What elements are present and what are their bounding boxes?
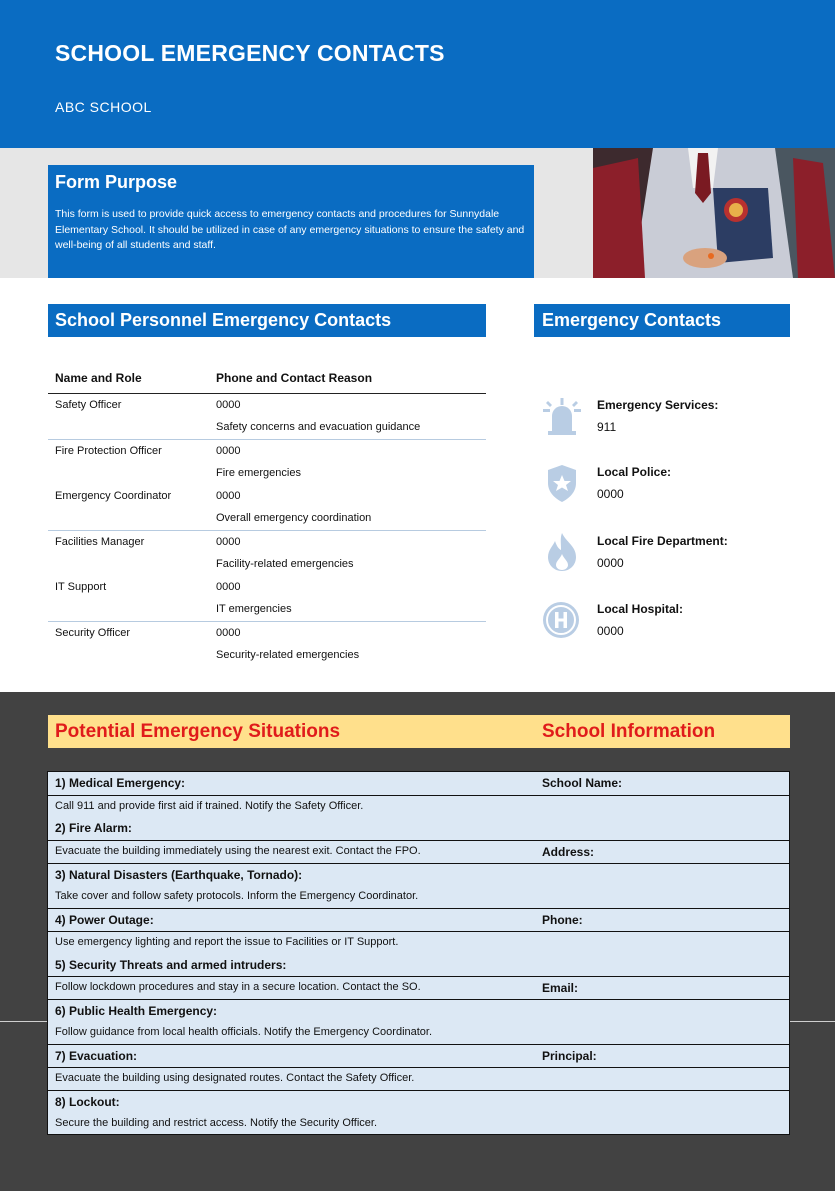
table-row — [48, 576, 486, 622]
school-info-field: Address: — [542, 845, 595, 860]
form-purpose-title: Form Purpose — [55, 172, 178, 192]
school-name: ABC SCHOOL — [55, 99, 152, 115]
personnel-table — [48, 365, 486, 667]
col-header-phone: Phone and Contact Reason — [216, 371, 373, 385]
contact-phone: 0000 — [216, 581, 241, 593]
situation-text: Use emergency lighting and report the issue to Facilities or IT Support. — [55, 935, 399, 948]
situation-text: Evacuate the building immediately using the nearest exit. Contact the FPO. — [55, 845, 421, 858]
situation-heading: 3) Natural Disasters (Earthquake, Tornado): — [55, 867, 303, 882]
situation-heading: 5) Security Threats and armed intruders: — [55, 957, 287, 972]
emergency-contact-label: Local Police: — [597, 465, 672, 479]
table-row — [48, 440, 486, 485]
school-info-field: Principal: — [542, 1049, 597, 1064]
situation-heading: 2) Fire Alarm: — [55, 821, 132, 836]
emergency-contact-value: 911 — [597, 420, 617, 434]
situation-heading-row — [48, 817, 789, 840]
situation-heading: 1) Medical Emergency: — [55, 776, 186, 790]
situation-text: Follow guidance from local health officials. Notify the Emergency Coordinator. — [55, 1025, 433, 1038]
contact-name: Safety Officer — [55, 399, 122, 411]
situations-header-bar — [48, 715, 790, 748]
school-info-field: Email: — [542, 981, 579, 996]
table-row — [48, 485, 486, 531]
situations-title: Potential Emergency Situations — [55, 721, 341, 742]
contact-name: Emergency Coordinator — [55, 490, 172, 502]
page-title: SCHOOL EMERGENCY CONTACTS — [55, 40, 445, 66]
situation-text: Call 911 and provide first aid if trained. Notify the Safety Officer. — [55, 799, 364, 812]
situation-text: Evacuate the building using designated routes. Contact the Safety Officer. — [55, 1072, 415, 1085]
situation-text: Secure the building and restrict access. Notify the Security Officer. — [55, 1116, 378, 1129]
situation-text: Take cover and follow safety protocols. Inform the Emergency Coordinator. — [55, 889, 419, 902]
table-row — [48, 622, 486, 667]
emergency-contact-label: Emergency Services: — [597, 398, 719, 412]
contact-name: Security Officer — [55, 627, 130, 639]
contact-reason: Overall emergency coordination — [216, 512, 372, 524]
situation-heading: 7) Evacuation: — [55, 1049, 138, 1064]
contact-phone: 0000 — [216, 490, 241, 502]
situation-text-row — [48, 840, 789, 863]
personnel-contacts-header: School Personnel Emergency Contacts — [48, 304, 486, 337]
school-info-field: School Name: — [542, 776, 623, 790]
emergency-contact-value: 0000 — [597, 487, 624, 501]
form-purpose-text: This form is used to provide quick access to emergency contacts and procedures for Sunnydale Elementary School. It should be utilized in case of any emergency situations to ensure the safety and well-being of all students and staff. — [55, 208, 525, 251]
emergency-contact-label: Local Hospital: — [597, 602, 684, 616]
situations-table — [47, 771, 790, 1135]
situation-text-row — [48, 886, 789, 909]
situation-text-row — [48, 1113, 789, 1136]
table-row — [48, 531, 486, 576]
flame-icon — [540, 532, 584, 572]
situation-heading-row — [48, 772, 789, 795]
emergency-contact-value: 0000 — [597, 624, 624, 638]
situation-text-row — [48, 1022, 789, 1045]
school-info-field: Phone: — [542, 913, 583, 928]
situation-heading: 8) Lockout: — [55, 1094, 120, 1109]
header-banner — [0, 0, 835, 148]
contact-phone: 0000 — [216, 627, 241, 639]
form-purpose-box — [48, 165, 534, 278]
situation-heading-row — [48, 954, 789, 977]
situation-text-row — [48, 931, 789, 954]
contact-name: Facilities Manager — [55, 536, 145, 548]
contact-reason: Safety concerns and evacuation guidance — [216, 421, 421, 433]
situation-heading: 4) Power Outage: — [55, 913, 154, 928]
contact-phone: 0000 — [216, 445, 241, 457]
contact-reason: Fire emergencies — [216, 467, 301, 479]
situation-heading: 6) Public Health Emergency: — [55, 1004, 218, 1018]
contact-phone: 0000 — [216, 536, 241, 548]
contact-phone: 0000 — [216, 399, 241, 411]
contact-reason: Facility-related emergencies — [216, 558, 354, 570]
situation-heading-row — [48, 908, 789, 931]
situation-text: Follow lockdown procedures and stay in a secure location. Contact the SO. — [55, 981, 421, 994]
situation-heading-row — [48, 999, 789, 1022]
situation-text-row — [48, 976, 789, 999]
contact-name: IT Support — [55, 581, 107, 593]
police-badge-icon — [540, 463, 584, 503]
student-photo — [593, 148, 835, 278]
emergency-contact-label: Local Fire Department: — [597, 534, 728, 548]
situation-text-row — [48, 795, 789, 818]
col-header-name: Name and Role — [55, 371, 142, 385]
situation-heading-row — [48, 1090, 789, 1113]
table-row — [48, 394, 486, 440]
emergency-contacts-header: Emergency Contacts — [534, 304, 790, 337]
situation-heading-row — [48, 1044, 789, 1067]
contact-reason: Security-related emergencies — [216, 649, 360, 661]
siren-icon — [540, 396, 584, 436]
contact-name: Fire Protection Officer — [55, 445, 162, 457]
contact-reason: IT emergencies — [216, 603, 292, 615]
hospital-icon — [540, 600, 584, 640]
school-info-title: School Information — [542, 721, 716, 742]
emergency-contact-value: 0000 — [597, 556, 624, 570]
situation-text-row — [48, 1067, 789, 1090]
situation-heading-row — [48, 863, 789, 886]
table-header — [48, 365, 486, 394]
